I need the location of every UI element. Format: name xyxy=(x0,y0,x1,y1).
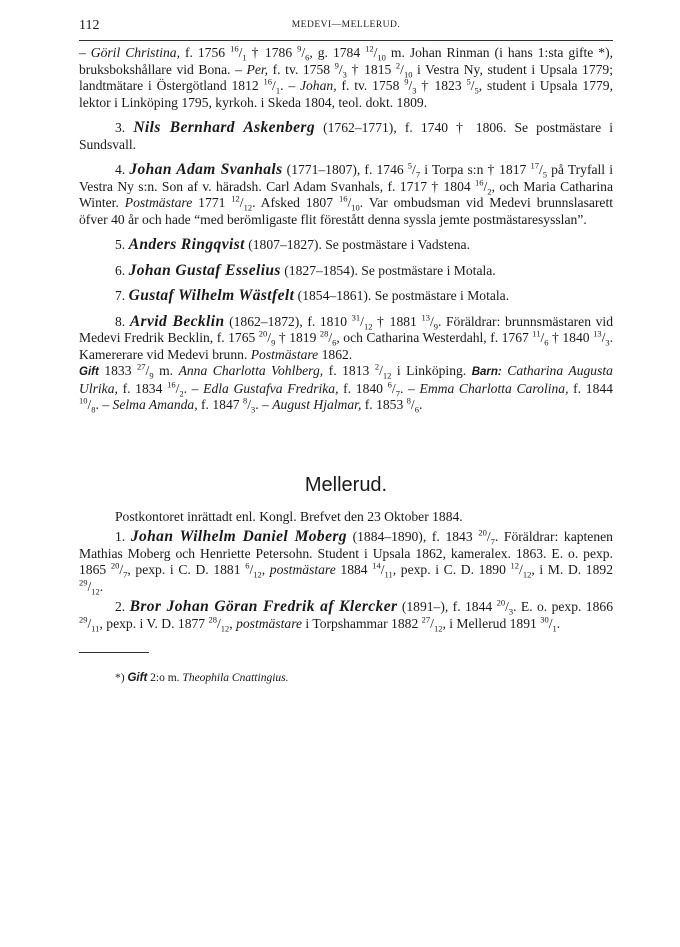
entry-8: 8. Arvid Becklin (1862–1872), f. 1810 $^{31}/_{12}$ † 1881 $^{13}/_9$. Föräldrar: brunnsmästaren vid Medevi Fredrik Becklin, f. 1765 $^{20}/_9$ † 1819 $^{28}/_6$, och Catharina Westerdahl, f. 1767 $^{11}/_6$ † 1840 $^{13}/_3$. Kamererare vid Medevi brunn. Postmästare 1862. xyxy=(79,311,613,362)
mellerud-intro: Postkontoret inrättadt enl. Kongl. Brefvet den 23 Oktober 1884. xyxy=(115,508,463,524)
entry-7: 7. Gustaf Wilhelm Wästfelt (1854–1861). Se postmästare i Motala. xyxy=(115,287,510,304)
mellerud-entry-1: 1. Johan Wilhelm Daniel Moberg (1884–1890), f. 1843 $^{20}/_7$. Föräldrar: kaptenen Mathias Moberg och Henriette Petersohn. Student i Upsala 1862, kameralex. 1863. E. o. pexp. 1865 $^{20}/_7$, pexp. i C. D. 1881 $^6/_{12}$, postmästare 1884 $^{14}/_{11}$, pexp. i C. D. 1890 $^{12}/_{12}$, i M. D. 1892 $^{29}/_{12}$. xyxy=(79,527,613,597)
entry-6: 6. Johan Gustaf Esselius (1827–1854). Se postmästare i Motala. xyxy=(115,261,496,279)
page-header xyxy=(79,18,613,38)
entry-8-family: Gift 1833 $^{27}/_9$ m. Anna Charlotta Vohlberg, f. 1813 $^2/_{12}$ i Linköping. Barn: Catharina Augusta Ulrika, f. 1834 $^{16}/_2$. – Edla Gustafva Fredrika, f. 1840 $^6/_7$. – Emma Charlotta Carolina, f. 1844 $^{10}/_8$. – Selma Amanda, f. 1847 $^8/_3$. – August Hjalmar, f. 1853 $^8/_6$. xyxy=(79,361,613,415)
entry-3: 3. Nils Bernhard Askenberg (1762–1771), f. 1740 † 1806. Se postmästare i Sundsvall. xyxy=(79,119,613,152)
entry-name: Johan Wilhelm Daniel Moberg xyxy=(130,528,347,545)
entry-name: Johan Adam Svanhals xyxy=(129,161,283,178)
footnote: *) Gift 2:o m. Theophila Cnattingius. xyxy=(115,672,289,684)
entry-name: Arvid Becklin xyxy=(129,312,225,330)
running-title: MEDEVI—MELLERUD. xyxy=(291,20,401,30)
section-title: Mellerud. xyxy=(304,473,388,496)
footnote-rule xyxy=(79,652,149,653)
header-rule xyxy=(79,40,613,41)
entry-name: Anders Ringqvist xyxy=(128,236,245,253)
entry-5: 5. Anders Ringqvist (1807–1827). Se postmästare i Vadstena. xyxy=(115,236,470,253)
entry-name: Gustaf Wilhelm Wästfelt xyxy=(128,287,295,304)
page xyxy=(79,18,613,685)
mellerud-entry-2: 2. Bror Johan Göran Fredrik af Klercker (1891–), f. 1844 $^{20}/_3$. E. o. pexp. 1866 $^{29}/_{11}$, pexp. i V. D. 1877 $^{28}/_{12}$, postmästare i Torpshammar 1882 $^{27}/_{12}$, i Mellerud 1891 $^{30}/_1$. xyxy=(79,597,613,634)
paragraph-children-list: – Göril Christina, f. 1756 $^{16}/_1$ † 1786 $^9/_6$, g. 1784 $^{12}/_{10}$ m. Johan Rinman (i hans 1:sta gifte *), bruksbokshållare vid Bona. – Per, f. tv. 1758 $^9/_3$ † 1815 $^2/_{10}$ i Vestra Ny, student i Upsala 1779; landtmätare i Östergötland 1812 $^{16}/_1$. – Johan, f. tv. 1758 $^9/_3$ † 1823 $^5/_5$, student i Upsala 1779, lektor i Linköping 1795, kyrkoh. i Skeda 1804, teol. dokt. 1809. xyxy=(79,43,614,110)
page-number: 112 xyxy=(79,18,100,33)
entry-name: Johan Gustaf Esselius xyxy=(128,261,281,279)
entry-name: Nils Bernhard Askenberg xyxy=(133,119,315,136)
entry-4: 4. Johan Adam Svanhals (1771–1807), f. 1746 $^5/_7$ i Torpa s:n † 1817 $^{17}/_5$ på Tryfall i Vestra Ny s:n. Son af v. häradsh. Carl Adam Svanhals, f. 1717 † 1804 $^{16}/_2$, och Maria Catharina Winter. Postmästare 1771 $^{12}/_{12}$. Afsked 1807 $^{16}/_{10}$. Var ombudsman vid Medevi brunnslasarett öfver 40 år och hade “med berömligaste flit förestått denna syssla jemte postmästaresysslan”. xyxy=(79,160,614,227)
entry-name: Bror Johan Göran Fredrik af Klercker xyxy=(129,598,398,615)
